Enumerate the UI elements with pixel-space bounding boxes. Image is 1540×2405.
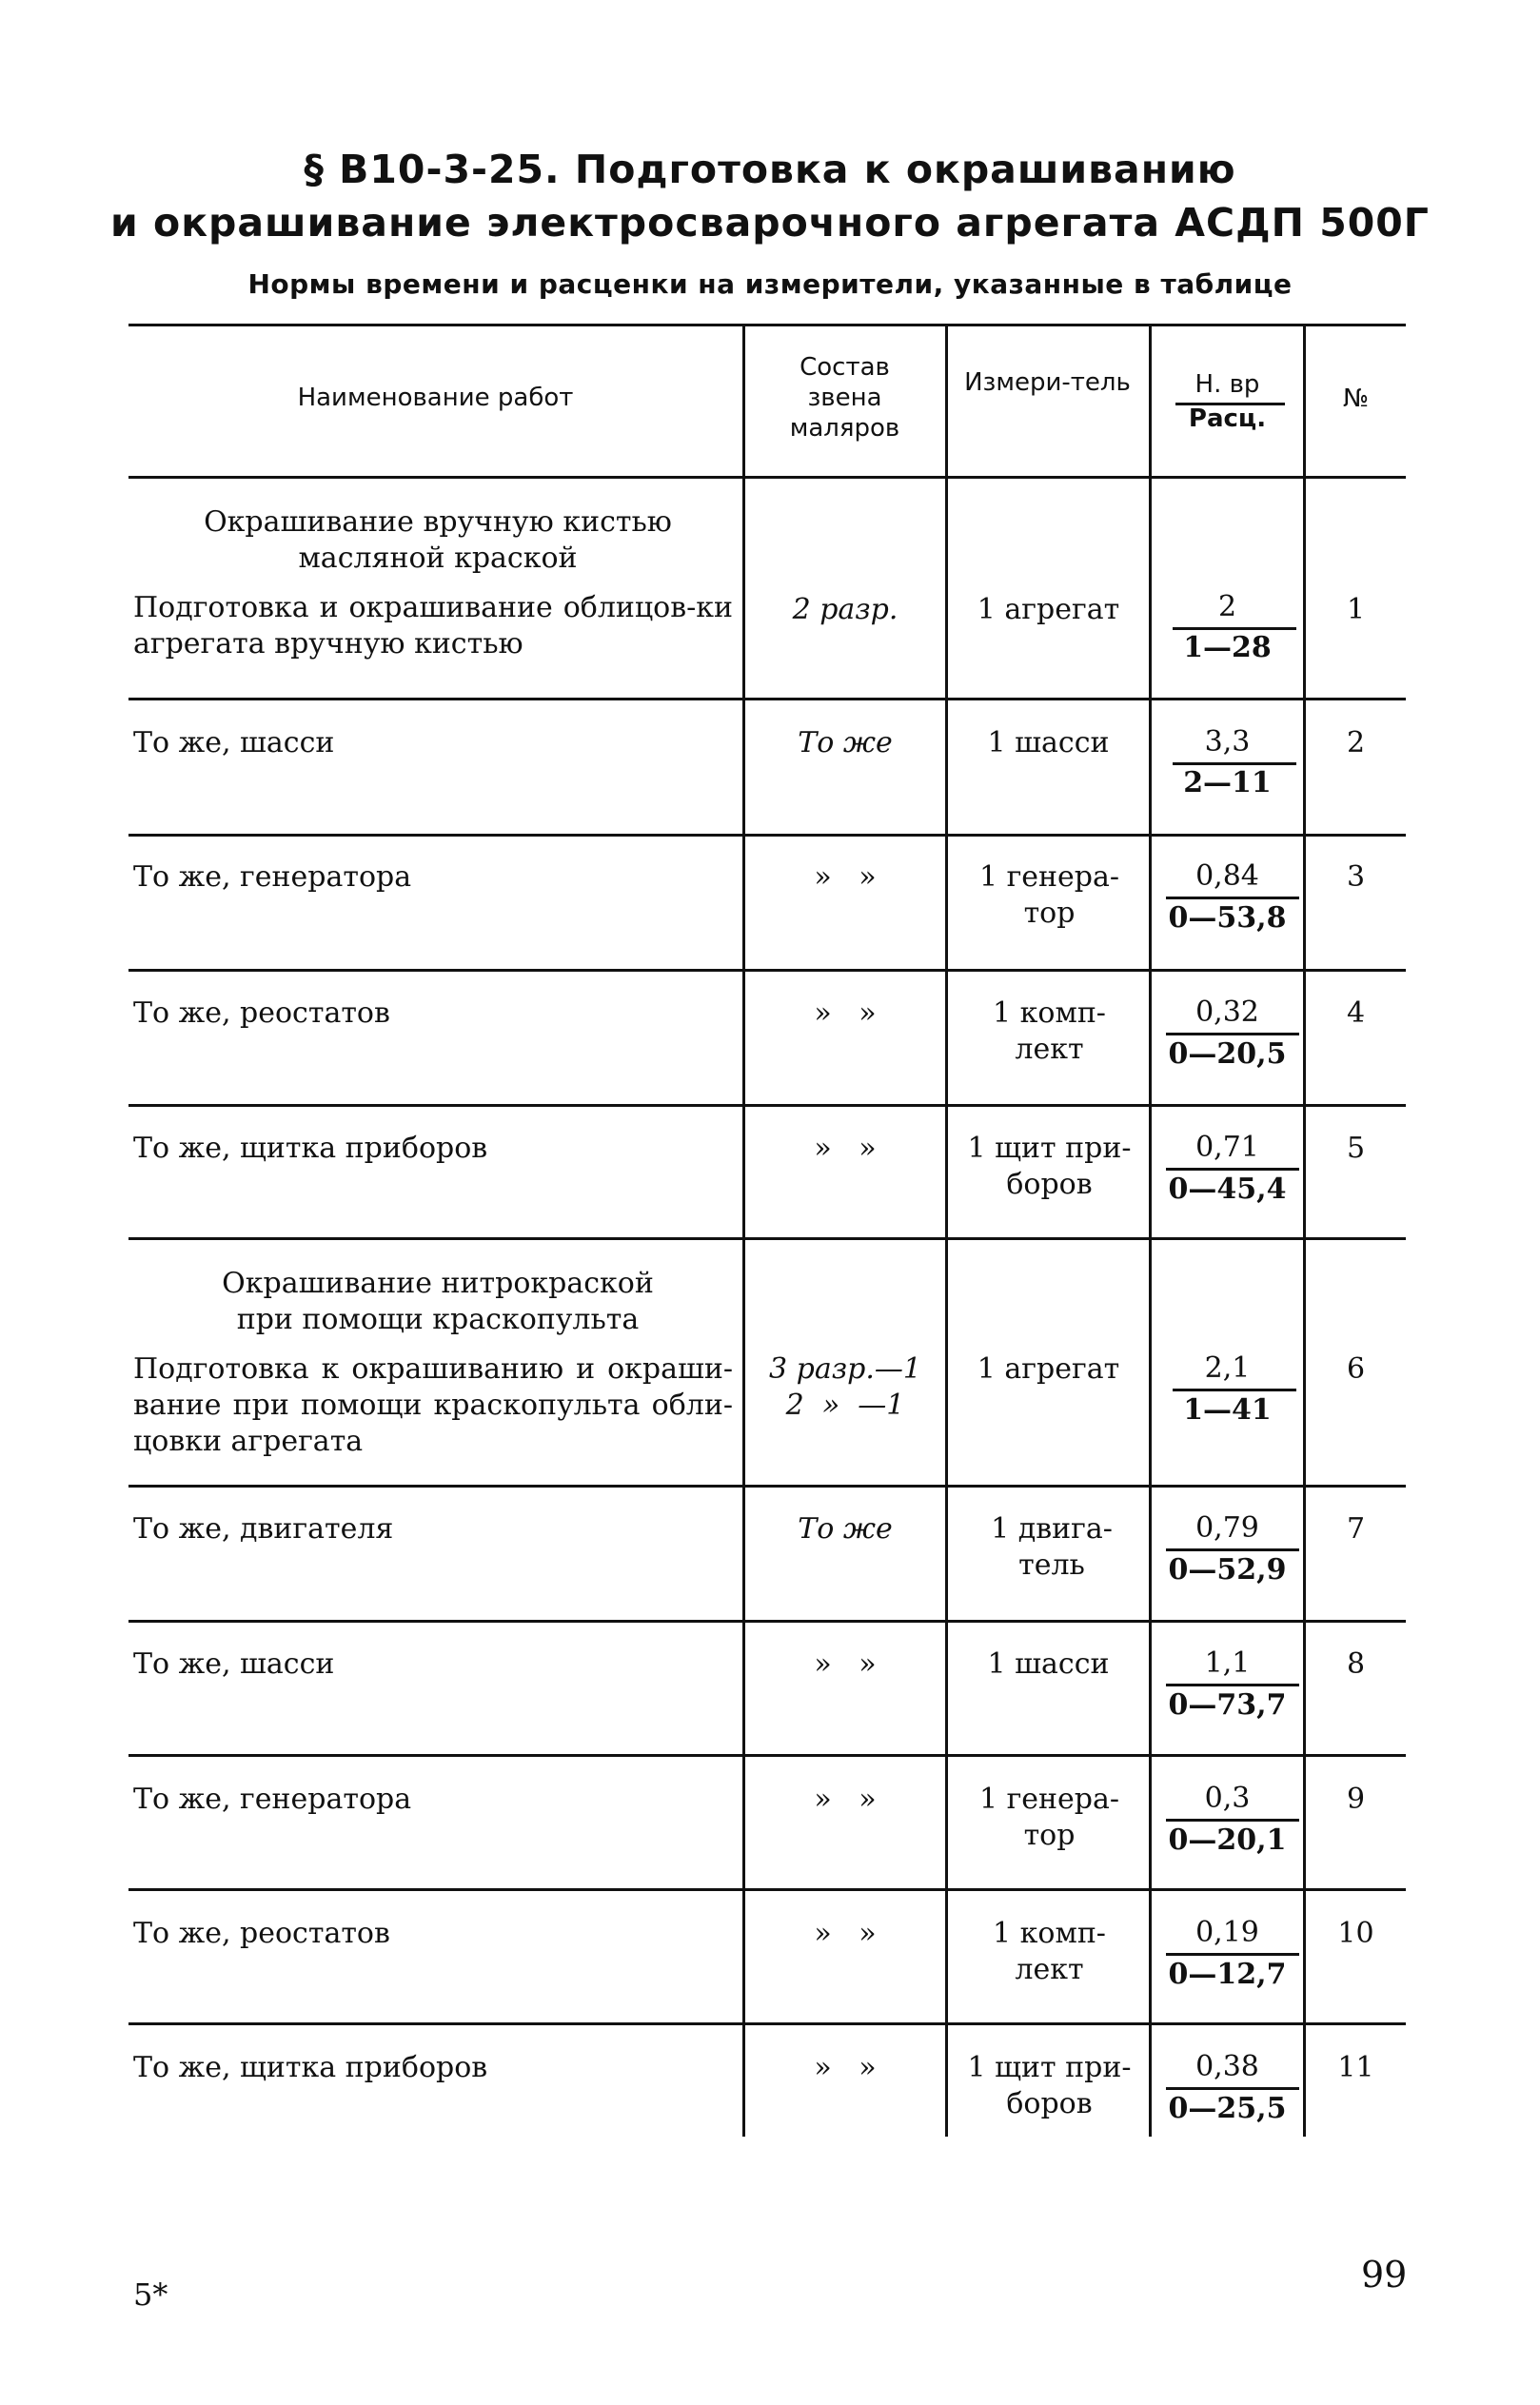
row-2-crew: То же — [798, 726, 893, 759]
row-3-fraction-line — [1166, 897, 1299, 899]
title-line-1: § В10-3-25. Подготовка к окрашиванию — [304, 147, 1236, 192]
row-9-crew: » » — [814, 1783, 877, 1816]
row-11-price: 0—25,5 — [1168, 2092, 1287, 2125]
row-2-norm: 3,3 — [1204, 725, 1251, 759]
row-6-fraction-line — [1173, 1389, 1296, 1391]
row-7-norm: 0,79 — [1195, 1511, 1259, 1545]
header-norm-top: Н. вр — [1194, 370, 1260, 399]
row-5-number: 5 — [1346, 1132, 1366, 1165]
row-rule — [128, 969, 1406, 972]
table-subtitle: Нормы времени и расценки на измерители, указанные в таблице — [247, 268, 1293, 300]
row-11-unit: 1 щит при-боров — [967, 2051, 1132, 2120]
row-5-fraction-line — [1166, 1168, 1299, 1171]
row-rule — [128, 1237, 1406, 1240]
row-5-unit: 1 щит при-боров — [967, 1132, 1132, 1201]
row-4-unit: 1 комп-лект — [993, 996, 1106, 1066]
row-8-number: 8 — [1346, 1647, 1366, 1681]
row-3-number: 3 — [1346, 860, 1366, 894]
row-9-price: 0—20,1 — [1168, 1823, 1287, 1857]
section-heading-nitro: Окрашивание нитрокраской при помощи краскопульта — [222, 1267, 654, 1336]
row-6-crew: 3 разр.—1 2 » —1 — [769, 1352, 921, 1422]
row-rule — [128, 1754, 1406, 1757]
row-1-number: 1 — [1346, 593, 1366, 626]
row-9-unit: 1 генера-тор — [978, 1783, 1120, 1852]
header-norm-bottom: Расц. — [1188, 404, 1267, 433]
row-3-crew: » » — [814, 860, 877, 894]
row-7-unit: 1 двига-тель — [991, 1512, 1113, 1582]
section-title — [0, 143, 1540, 249]
row-2-unit: 1 шасси — [987, 726, 1110, 759]
row-9-norm: 0,3 — [1204, 1782, 1251, 1815]
row-8-name: То же, шасси — [133, 1647, 335, 1681]
row-rule — [128, 2022, 1406, 2025]
row-5-norm: 0,71 — [1195, 1131, 1259, 1164]
row-7-name: То же, двигателя — [133, 1512, 394, 1546]
row-2-number: 2 — [1346, 726, 1366, 759]
row-1-name: Подготовка и окрашивание облицов-ки агрегата вручную кистью — [133, 591, 733, 660]
page-number: 99 — [1361, 2254, 1408, 2296]
row-7-number: 7 — [1346, 1512, 1366, 1546]
signature-mark: 5* — [133, 2277, 168, 2313]
row-11-norm: 0,38 — [1195, 2050, 1259, 2083]
row-5-crew: » » — [814, 1132, 877, 1165]
row-10-number: 10 — [1337, 1917, 1374, 1950]
row-4-number: 4 — [1346, 996, 1366, 1030]
row-8-fraction-line — [1166, 1684, 1299, 1686]
row-8-crew: » » — [814, 1647, 877, 1681]
row-rule — [128, 1104, 1406, 1107]
row-2-name: То же, шасси — [133, 726, 335, 759]
row-1-norm: 2 — [1217, 590, 1237, 623]
row-3-norm: 0,84 — [1195, 859, 1259, 893]
row-4-name: То же, реостатов — [133, 996, 390, 1030]
header-crew: Состав звена маляров — [789, 353, 900, 443]
row-2-price: 2—11 — [1183, 766, 1272, 799]
table-top-rule — [128, 324, 1406, 326]
row-11-number: 11 — [1337, 2051, 1374, 2084]
row-10-crew: » » — [814, 1917, 877, 1950]
row-4-norm: 0,32 — [1195, 996, 1259, 1029]
row-4-crew: » » — [814, 996, 877, 1030]
row-1-unit: 1 агрегат — [977, 593, 1120, 626]
row-6-price: 1—41 — [1183, 1393, 1272, 1427]
row-rule — [128, 698, 1406, 700]
row-9-name: То же, генератора — [133, 1783, 412, 1816]
row-11-crew: » » — [814, 2051, 877, 2084]
row-8-norm: 1,1 — [1204, 1646, 1251, 1680]
header-unit: Измери-тель — [964, 368, 1131, 397]
row-3-name: То же, генератора — [133, 860, 412, 894]
row-9-fraction-line — [1166, 1819, 1299, 1822]
row-3-price: 0—53,8 — [1168, 901, 1287, 935]
row-7-price: 0—52,9 — [1168, 1553, 1287, 1587]
header-number: № — [1342, 384, 1370, 413]
row-5-name: То же, щитка приборов — [133, 1132, 488, 1165]
row-9-number: 9 — [1346, 1783, 1366, 1816]
header-bottom-rule — [128, 476, 1406, 479]
title-line-2: и окрашивание электросварочного агрегата АСДП 500Г — [110, 200, 1430, 246]
row-6-norm: 2,1 — [1204, 1351, 1251, 1385]
row-11-name: То же, щитка приборов — [133, 2051, 488, 2084]
row-10-fraction-line — [1166, 1953, 1299, 1956]
row-6-name: Подготовка к окрашиванию и окраши-вание при помощи краскопульта обли-цовки агрегата — [133, 1352, 733, 1458]
row-rule — [128, 1888, 1406, 1891]
row-rule — [128, 1485, 1406, 1488]
row-11-fraction-line — [1166, 2087, 1299, 2090]
row-1-price: 1—28 — [1183, 631, 1272, 664]
row-7-crew: То же — [798, 1512, 893, 1546]
row-8-price: 0—73,7 — [1168, 1688, 1287, 1722]
row-7-fraction-line — [1166, 1548, 1299, 1551]
row-rule — [128, 1620, 1406, 1623]
row-1-fraction-line — [1173, 627, 1296, 630]
row-3-unit: 1 генера-тор — [978, 860, 1120, 930]
row-10-unit: 1 комп-лект — [993, 1917, 1106, 1986]
row-10-name: То же, реостатов — [133, 1917, 390, 1950]
row-5-price: 0—45,4 — [1168, 1173, 1287, 1206]
row-rule — [128, 834, 1406, 837]
row-8-unit: 1 шасси — [987, 1647, 1110, 1681]
row-10-price: 0—12,7 — [1168, 1958, 1287, 1991]
row-6-number: 6 — [1346, 1352, 1366, 1386]
row-4-price: 0—20,5 — [1168, 1037, 1287, 1071]
row-1-crew: 2 разр. — [792, 593, 898, 626]
row-4-fraction-line — [1166, 1033, 1299, 1035]
row-10-norm: 0,19 — [1195, 1916, 1259, 1949]
header-work-name: Наименование работ — [297, 384, 574, 412]
row-6-unit: 1 агрегат — [977, 1352, 1120, 1386]
section-heading-oil: Окрашивание вручную кистью масляной краской — [204, 505, 672, 575]
row-2-fraction-line — [1173, 762, 1296, 765]
